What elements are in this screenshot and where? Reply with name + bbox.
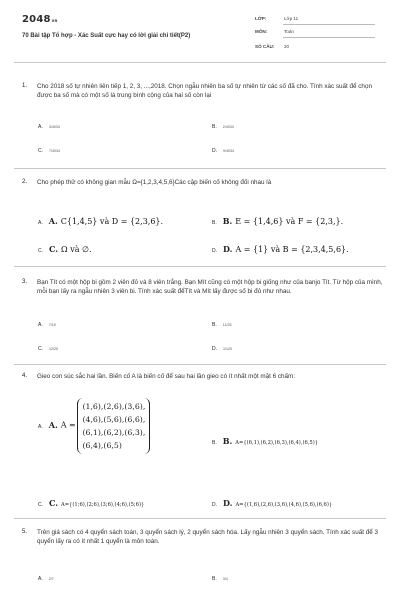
- option-b[interactable]: [212, 436, 318, 446]
- question-number: 3.: [22, 279, 28, 285]
- option-bold-label: D.: [223, 244, 233, 254]
- option-value: 12/25: [49, 347, 58, 351]
- option-value: 1/120: [223, 347, 232, 351]
- option-value: 3/4034: [48, 125, 60, 129]
- count-label: SỐ CÂU:: [255, 44, 275, 49]
- option-d[interactable]: [212, 498, 332, 508]
- question-5: [22, 528, 387, 546]
- option-bold-label: A.: [48, 419, 58, 430]
- option-value: 9/4034: [223, 149, 234, 153]
- option-value: A={(1,6),(2,6),(3,6),(4,6),(5,6),(6,6)}: [235, 502, 333, 508]
- option-bold-label: C.: [49, 498, 59, 508]
- option-label: B.: [212, 576, 217, 582]
- header: [0, 0, 400, 58]
- set-system: [77, 398, 150, 454]
- option-bold-label: A.: [48, 216, 58, 226]
- logo-text: 2048: [22, 14, 51, 25]
- option-value: 2/7: [48, 577, 54, 581]
- divider: [14, 364, 386, 365]
- option-value: A = {1} và B = {2,3,4,5,6}.: [235, 245, 349, 254]
- option-value: 2/4034: [222, 125, 234, 129]
- meta-divider: [283, 24, 375, 25]
- logo-sub: vn: [51, 18, 58, 23]
- divider: [14, 518, 386, 519]
- option-label: D.: [212, 248, 217, 254]
- class-value: Lớp 11: [284, 16, 299, 21]
- option-d[interactable]: [212, 148, 234, 154]
- divider: [14, 266, 386, 267]
- count-value: 20: [284, 44, 290, 49]
- option-bold-label: B.: [222, 436, 233, 446]
- option-label: A.: [38, 423, 43, 430]
- meta-divider: [283, 37, 375, 38]
- option-value: A={(6,1),(6,2),(6,3),(6,4),(6,5)}: [235, 440, 319, 446]
- option-value: Ω và ∅.: [61, 245, 92, 254]
- page-title: 70 Bài tập Tổ hợp - Xác Suất cực hay có lời giải chi tiết(P2): [22, 33, 191, 39]
- option-label: A.: [38, 322, 43, 328]
- option-value: A =: [60, 420, 76, 430]
- option-label: B.: [212, 440, 217, 446]
- option-label: B.: [212, 322, 217, 328]
- option-value: 11/25: [222, 323, 232, 327]
- option-value: C{1,4,5} và D = {2,3,6}.: [60, 217, 164, 226]
- option-label: C.: [38, 502, 43, 508]
- class-label: LỚP:: [255, 16, 267, 21]
- meta-class: [255, 16, 375, 26]
- option-bold-label: C.: [49, 244, 59, 254]
- set-row: (4,6),(5,6),(6,6),: [82, 415, 146, 424]
- option-b[interactable]: [212, 216, 343, 226]
- option-b[interactable]: [212, 322, 231, 328]
- option-label: A.: [38, 576, 43, 582]
- option-bold-label: D.: [223, 498, 233, 508]
- set-row: (1,6),(2,6),(3,6),: [82, 402, 146, 411]
- subject-label: MÔN:: [255, 29, 268, 34]
- set-row: (6,1),(6,2),(6,3),: [82, 428, 146, 437]
- option-b[interactable]: [212, 124, 234, 130]
- question-number: 4.: [22, 373, 28, 379]
- question-number: 2.: [22, 179, 28, 185]
- option-label: B.: [212, 124, 217, 130]
- question-text: Cho 2018 số tự nhiên liên tiếp 1, 2, 3, ...,2018. Chọn ngẫu nhiên ba số tự nhiên từ các số đã cho. Tính xác suất để chọn được ba số mà có một số là trung bình cộng của hai số còn lại: [37, 83, 372, 99]
- option-d[interactable]: [212, 346, 232, 352]
- meta-subject: [255, 29, 375, 39]
- option-label: C.: [38, 248, 43, 254]
- option-value: 3/4: [222, 577, 228, 581]
- question-text: Cho phép thử có không gian mẫu Ω={1,2,3,4,5,6}Các cặp biến cố không đối nhau là: [37, 179, 272, 186]
- option-label: C.: [38, 148, 43, 154]
- option-b[interactable]: [212, 576, 228, 582]
- option-label: A.: [38, 220, 43, 226]
- option-value: 7/15: [48, 323, 56, 327]
- question-number: 5.: [22, 529, 28, 535]
- question-text: Trên giá sách có 4 quyển sách toán, 3 quyển sách lý, 2 quyển sách hóa. Lấy ngẫu nhiên 3 quyển sách. Tính xác suất để 3 quyển lấy ra có ít nhất 1 quyển là môn toán.: [37, 529, 378, 545]
- option-c[interactable]: [38, 244, 92, 254]
- question-text: Bạn Tít có một hộp bi gồm 2 viên đỏ và 8 viên trắng. Bạn Mít cũng có một hộp bi giống như của banjo Tít. Từ hộp của mình, mỗi bạn lấy ra ngẫu nhiên 3 viên bi. Tính xác suất đểTít và Mít lấy được số bi đỏ như nhau.: [37, 279, 383, 295]
- divider: [14, 62, 386, 63]
- subject-value: Toán: [284, 29, 294, 34]
- question-text: Gieo con súc sắc hai lần. Biến cố A là biến cố để sau hai lần gieo có ít nhất một mặt 6 chấm:: [37, 373, 295, 380]
- option-bold-label: B.: [222, 216, 233, 226]
- question-1: [22, 82, 387, 100]
- option-label: D.: [212, 148, 217, 154]
- option-value: 7/4034: [49, 149, 60, 153]
- option-c[interactable]: [38, 498, 144, 508]
- option-d[interactable]: [212, 244, 349, 254]
- option-a[interactable]: [38, 322, 56, 328]
- option-a[interactable]: [38, 576, 54, 582]
- option-a[interactable]: [38, 216, 163, 226]
- question-2: [22, 178, 387, 187]
- option-label: C.: [38, 346, 43, 352]
- option-a[interactable]: [38, 398, 150, 454]
- question-4: [22, 372, 387, 381]
- divider: [14, 168, 386, 169]
- option-label: B.: [212, 220, 217, 226]
- option-c[interactable]: [38, 346, 58, 352]
- option-c[interactable]: [38, 148, 60, 154]
- option-label: D.: [212, 346, 217, 352]
- meta-count: [255, 44, 375, 54]
- question-3: [22, 278, 387, 296]
- option-label: A.: [38, 124, 43, 130]
- option-label: D.: [212, 502, 217, 508]
- logo: [22, 14, 58, 25]
- set-row: (6,4),(6,5): [82, 441, 122, 450]
- option-value: A={(1;6),(2;6),(3;6),(4;6),(5;6)}: [61, 502, 145, 508]
- question-number: 1.: [22, 83, 28, 89]
- option-value: E = {1,4,6} và F = {2,3,}.: [235, 217, 344, 226]
- option-a[interactable]: [38, 124, 60, 130]
